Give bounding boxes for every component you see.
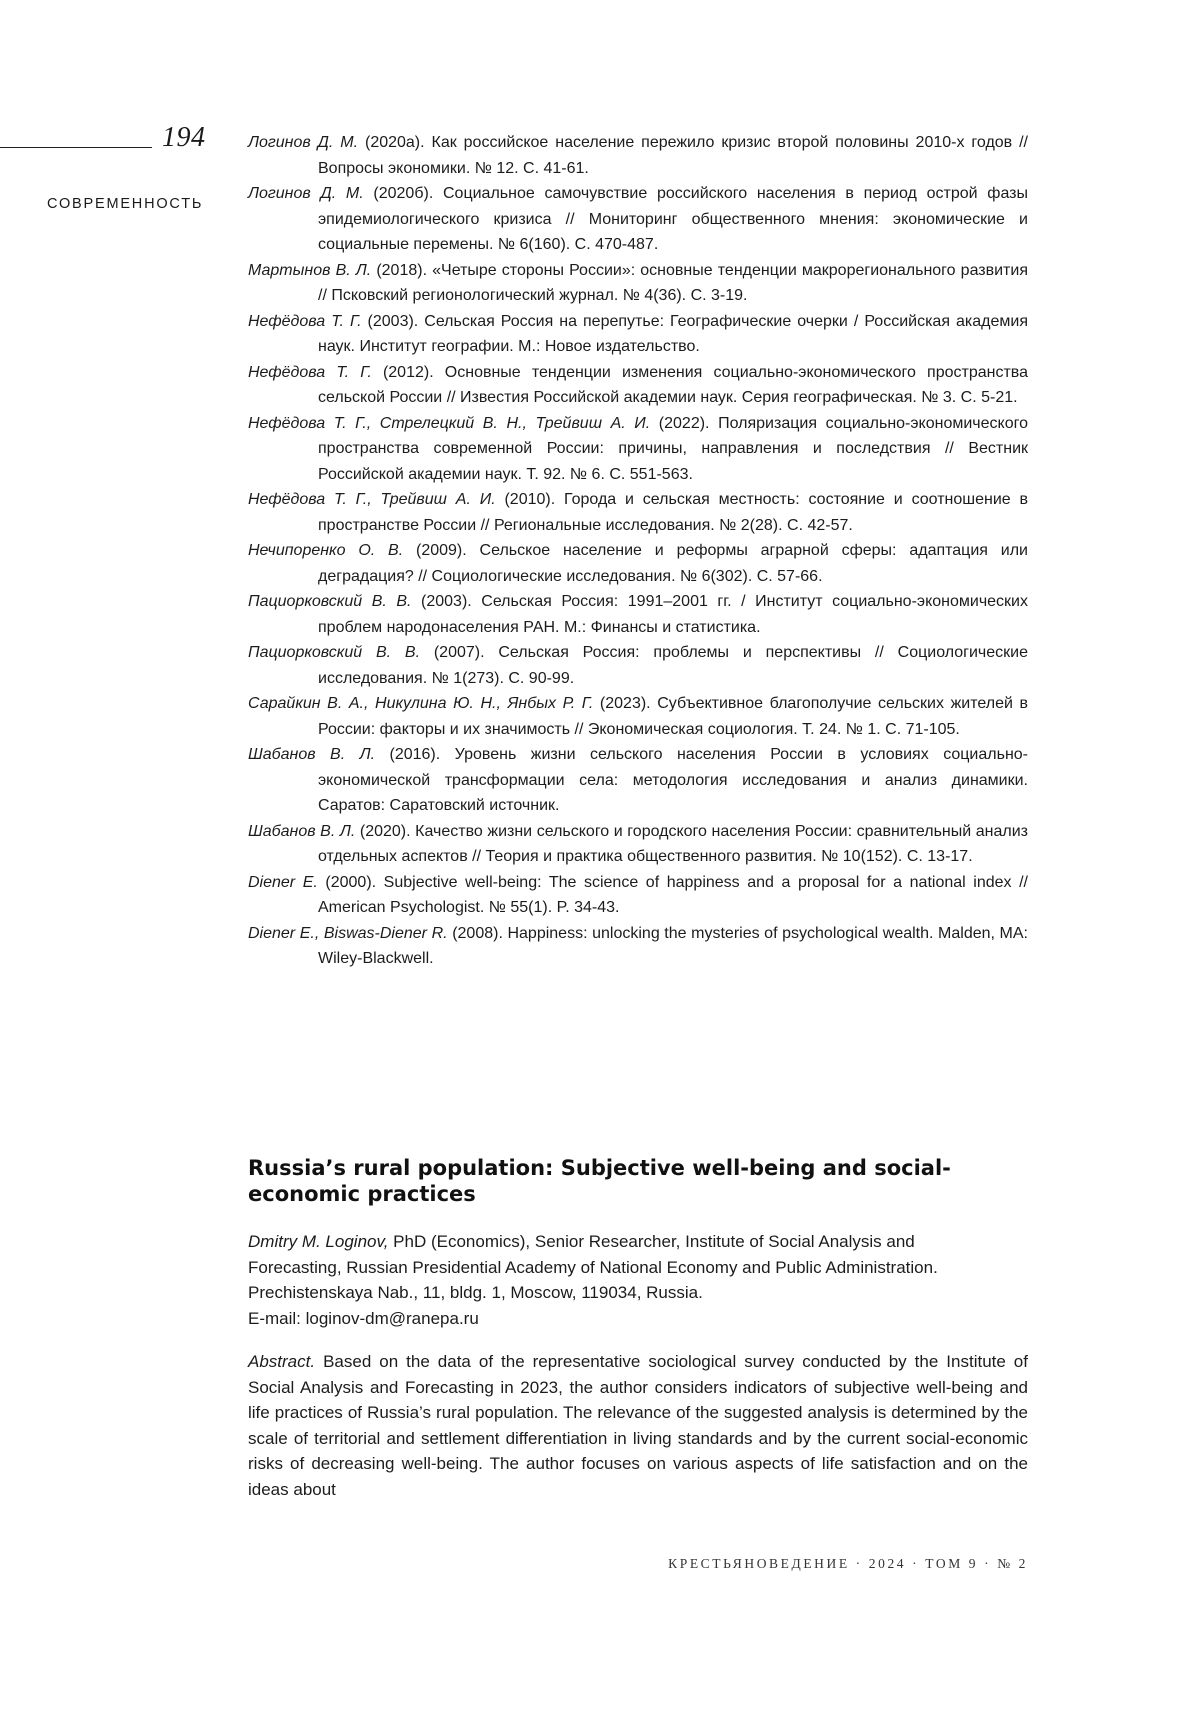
reference-text: (2012). Основные тенденции изменения социально-экономического пространства сельской России // Известия Российской академии наук. Серия географическая. № 3. С. 5-21. bbox=[318, 364, 1028, 407]
reference-text: (2020). Качество жизни сельского и городского населения России: сравнительный анализ отдельных аспектов // Теория и практика общественного развития. № 10(152). С. 13-17. bbox=[318, 823, 1028, 866]
reference-item bbox=[248, 589, 1028, 640]
reference-text: (2016). Уровень жизни сельского населения России в условиях социально-экономической трансформации села: методология исследования и анализ динамики. Саратов: Саратовский источник. bbox=[318, 746, 1028, 814]
journal-footer: КРЕСТЬЯНОВЕДЕНИЕ · 2024 · ТОМ 9 · № 2 bbox=[668, 1556, 1028, 1572]
section-label: СОВРЕМЕННОСТЬ bbox=[47, 196, 203, 212]
reference-item bbox=[248, 181, 1028, 258]
reference-authors: Мартынов В. Л. bbox=[248, 262, 371, 279]
reference-item bbox=[248, 819, 1028, 870]
reference-authors: Сарайкин В. А., Никулина Ю. Н., Янбых Р. Г. bbox=[248, 695, 593, 712]
abstract-label: Abstract. bbox=[248, 1352, 315, 1371]
reference-item bbox=[248, 360, 1028, 411]
reference-text: (2009). Сельское население и реформы аграрной сферы: адаптация или деградация? // Социологические исследования. № 6(302). С. 57-66. bbox=[318, 542, 1028, 585]
reference-authors: Нефёдова Т. Г. bbox=[248, 313, 362, 330]
english-title: Russia’s rural population: Subjective well-being and social-economic practices bbox=[248, 1155, 1028, 1207]
reference-list bbox=[248, 130, 1028, 972]
author-block bbox=[248, 1229, 1008, 1331]
reference-text: (2003). Сельская Россия: 1991–2001 гг. / Институт социально-экономических проблем народонаселения РАН. М.: Финансы и статистика. bbox=[318, 593, 1028, 636]
reference-item bbox=[248, 309, 1028, 360]
reference-text: (2022). Поляризация социально-экономического пространства современной России: причины, направления и последствия // Вестник Российской академии наук. Т. 92. № 6. С. 551-563. bbox=[318, 415, 1028, 483]
reference-authors: Нефёдова Т. Г. bbox=[248, 364, 372, 381]
reference-text: (2007). Сельская Россия: проблемы и перспективы // Социологические исследования. № 1(273). С. 90-99. bbox=[318, 644, 1028, 687]
reference-item bbox=[248, 130, 1028, 181]
author-email: E-mail: loginov-dm@ranepa.ru bbox=[248, 1309, 479, 1328]
reference-authors: Diener E., Biswas-Diener R. bbox=[248, 925, 448, 942]
reference-item bbox=[248, 921, 1028, 972]
abstract bbox=[248, 1349, 1028, 1502]
author-name: Dmitry M. Loginov, bbox=[248, 1232, 388, 1251]
page-number: 194 bbox=[162, 124, 242, 152]
reference-text: (2023). Субъективное благополучие сельских жителей в России: факторы и их значимость // Экономическая социология. Т. 24. № 1. С. 71-105. bbox=[318, 695, 1028, 738]
reference-item bbox=[248, 411, 1028, 488]
reference-item bbox=[248, 258, 1028, 309]
reference-item bbox=[248, 691, 1028, 742]
reference-authors: Diener E. bbox=[248, 874, 318, 891]
reference-text: (2018). «Четыре стороны России»: основные тенденции макрорегионального развития // Псковский регионологический журнал. № 4(36). С. 3-19. bbox=[318, 262, 1028, 305]
reference-text: (2008). Happiness: unlocking the mysteries of psychological wealth. Malden, MA: Wiley-Blackwell. bbox=[318, 925, 1028, 968]
header-rule bbox=[0, 147, 152, 148]
reference-text: (2003). Сельская Россия на перепутье: Географические очерки / Российская академия наук. Институт географии. М.: Новое издательство. bbox=[318, 313, 1028, 356]
reference-text: (2020б). Социальное самочувствие российского населения в период острой фазы эпидемиологического кризиса // Мониторинг общественного мнения: экономические и социальные перемены. № 6(160). С. 470-487. bbox=[318, 185, 1028, 253]
reference-item bbox=[248, 742, 1028, 819]
reference-authors: Пациорковский В. В. bbox=[248, 644, 420, 661]
reference-authors: Логинов Д. М. bbox=[248, 134, 358, 151]
reference-authors: Нечипоренко О. В. bbox=[248, 542, 403, 559]
reference-item bbox=[248, 640, 1028, 691]
abstract-text: Based on the data of the representative sociological survey conducted by the Institute of Social Analysis and Forecasting in 2023, the author considers indicators of subjective well-being and life practices of Russia’s rural population. The relevance of the suggested analysis is determined by the scale of territorial and settlement differentiation in living standards and by the current social-economic risks of decreasing well-being. The author focuses on various aspects of life satisfaction and on the ideas about bbox=[248, 1352, 1028, 1499]
reference-authors: Нефёдова Т. Г., Трейвиш А. И. bbox=[248, 491, 496, 508]
reference-authors: Шабанов В. Л. bbox=[248, 746, 375, 763]
reference-item bbox=[248, 538, 1028, 589]
reference-text: (2000). Subjective well-being: The science of happiness and a proposal for a national index // American Psychologist. № 55(1). P. 34-43. bbox=[318, 874, 1028, 917]
reference-authors: Логинов Д. М. bbox=[248, 185, 364, 202]
reference-authors: Пациорковский В. В. bbox=[248, 593, 411, 610]
reference-authors: Нефёдова Т. Г., Стрелецкий В. Н., Трейвиш А. И. bbox=[248, 415, 650, 432]
author-affiliation: PhD (Economics), Senior Researcher, Institute of Social Analysis and Forecasting, Russian Presidential Academy of National Economy and Public Administration. Prechistenskaya Nab., 11, bldg. 1, Moscow, 119034, Russia. bbox=[248, 1232, 938, 1302]
reference-text: (2010). Города и сельская местность: состояние и соотношение в пространстве России // Региональные исследования. № 2(28). С. 42-57. bbox=[318, 491, 1028, 534]
reference-item bbox=[248, 487, 1028, 538]
reference-authors: Шабанов В. Л. bbox=[248, 823, 355, 840]
reference-text: (2020а). Как российское население пережило кризис второй половины 2010-х годов // Вопросы экономики. № 12. С. 41-61. bbox=[318, 134, 1028, 177]
reference-item bbox=[248, 870, 1028, 921]
